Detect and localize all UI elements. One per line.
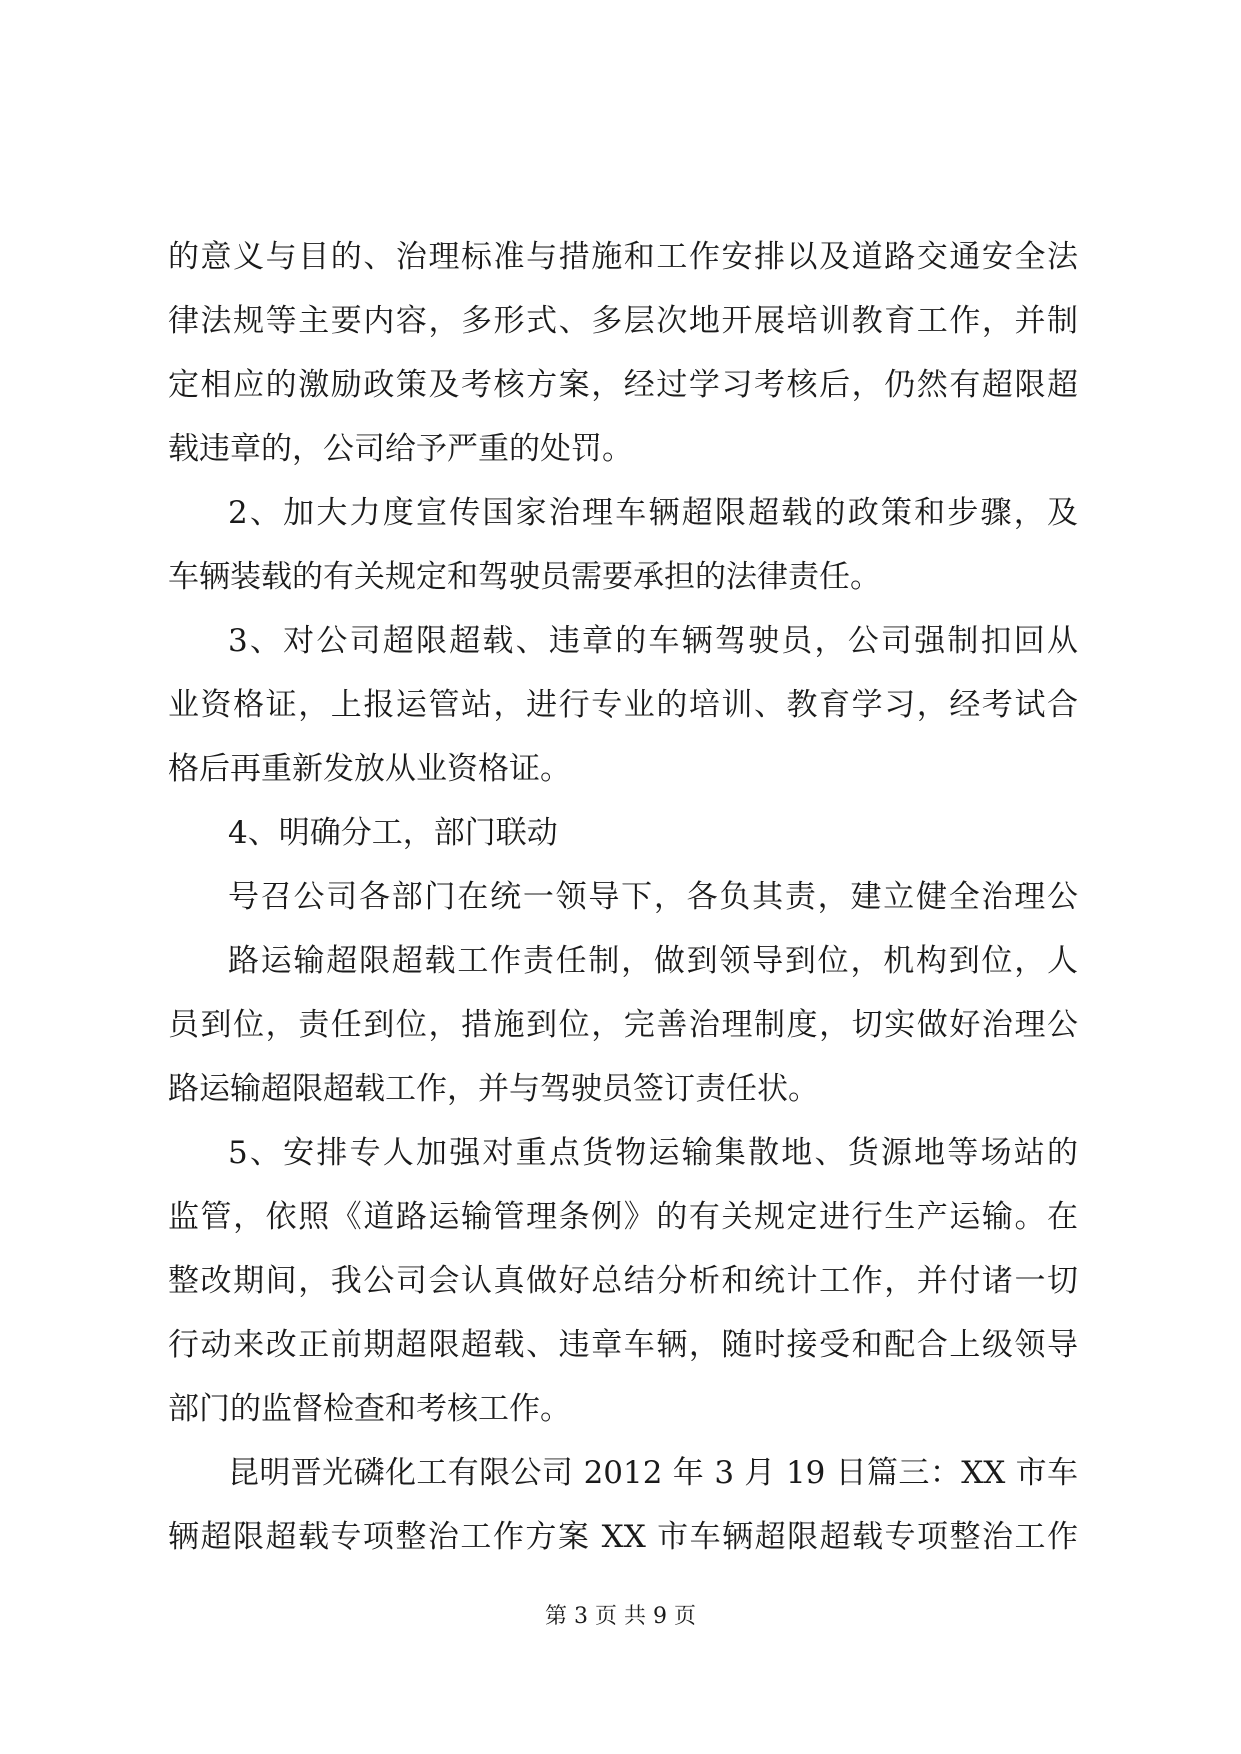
text-line: 4、明确分工，部门联动 — [228, 815, 558, 851]
text-line: 载违章的，公司给予严重的处罚。 — [168, 431, 633, 467]
page-number-footer: 第 3 页 共 9 页 — [545, 1604, 696, 1629]
text-line: 车辆装载的有关规定和驾驶员需要承担的法律责任。 — [168, 559, 881, 595]
text-line: 行动来改正前期超限超载、违章车辆，随时接受和配合上级领导 — [168, 1327, 1078, 1363]
text-line: 3、对公司超限超载、违章的车辆驾驶员，公司强制扣回从 — [228, 623, 1078, 659]
body-text — [168, 225, 1078, 1569]
text-line: 部门的监督检查和考核工作。 — [168, 1391, 571, 1427]
text-line: 2、加大力度宣传国家治理车辆超限超载的政策和步骤，及 — [228, 495, 1078, 531]
text-line: 律法规等主要内容，多形式、多层次地开展培训教育工作，并制 — [168, 303, 1078, 339]
text-line: 5、安排专人加强对重点货物运输集散地、货源地等场站的 — [228, 1135, 1078, 1171]
text-line: 格后再重新发放从业资格证。 — [168, 751, 571, 787]
text-line: 监管，依照《道路运输管理条例》的有关规定进行生产运输。在 — [168, 1199, 1078, 1235]
text-line: 定相应的激励政策及考核方案，经过学习考核后，仍然有超限超 — [168, 367, 1078, 403]
text-line: 昆明晋光磷化工有限公司 2012 年 3 月 19 日篇三：XX 市车 — [228, 1455, 1078, 1491]
text-line: 整改期间，我公司会认真做好总结分析和统计工作，并付诸一切 — [168, 1263, 1078, 1299]
text-line: 的意义与目的、治理标准与措施和工作安排以及道路交通安全法 — [168, 239, 1078, 275]
text-line: 员到位，责任到位，措施到位，完善治理制度，切实做好治理公 — [168, 1007, 1078, 1043]
text-line: 路运输超限超载工作，并与驾驶员签订责任状。 — [168, 1071, 819, 1107]
text-line: 号召公司各部门在统一领导下，各负其责，建立健全治理公 — [228, 879, 1078, 915]
text-line: 路运输超限超载工作责任制，做到领导到位，机构到位，人 — [228, 943, 1078, 979]
text-line: 辆超限超载专项整治工作方案 XX 市车辆超限超载专项整治工作 — [168, 1519, 1078, 1555]
text-line: 业资格证，上报运管站，进行专业的培训、教育学习，经考试合 — [168, 687, 1078, 723]
